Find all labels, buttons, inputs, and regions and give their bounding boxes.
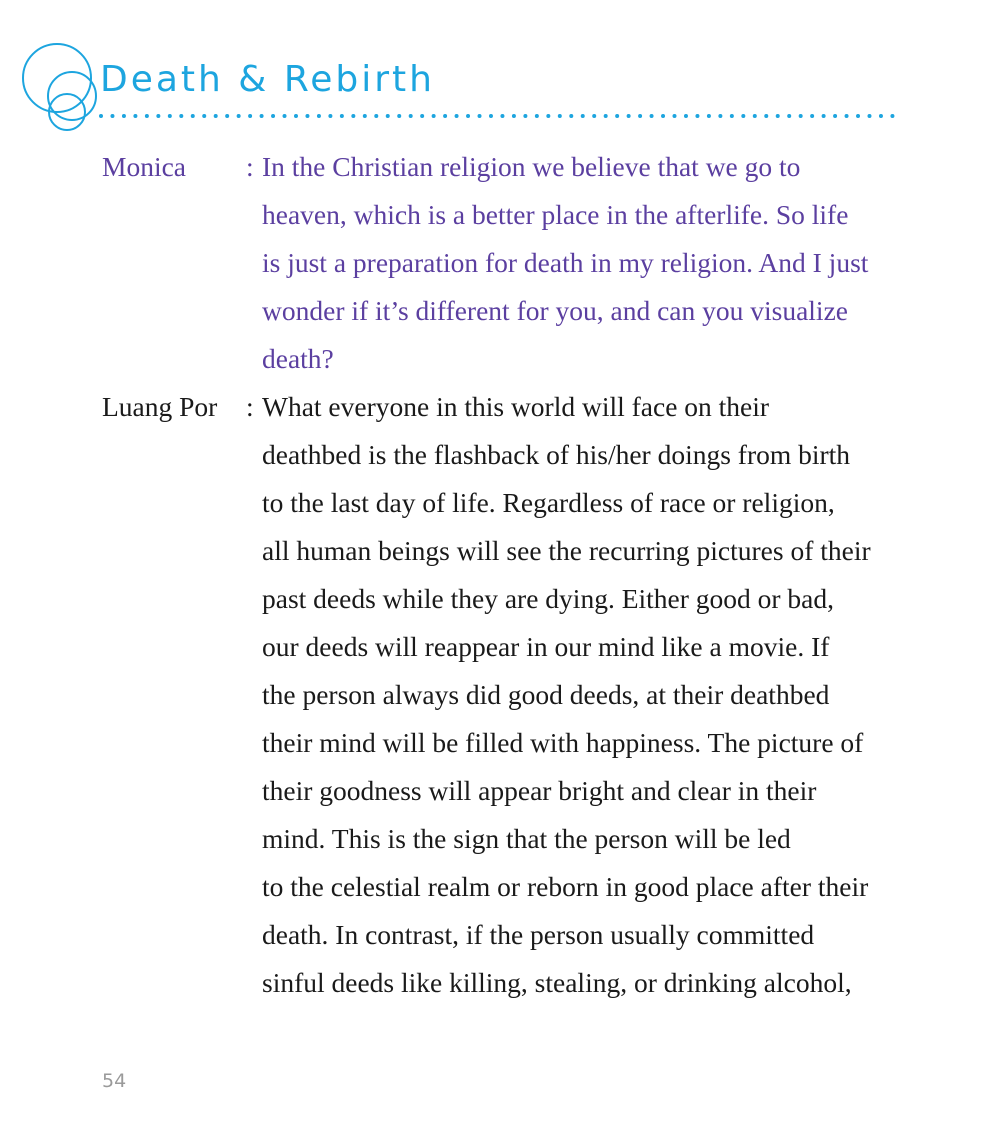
page-number: 54	[102, 1070, 127, 1092]
speaker-colon: :	[246, 391, 254, 422]
speech-line: deathbed is the flashback of his/her doings from birth	[262, 439, 851, 470]
dotted-divider	[98, 112, 898, 120]
speech-line: past deeds while they are dying. Either good or bad,	[262, 583, 834, 614]
speech-line: death. In contrast, if the person usually committed	[262, 919, 815, 950]
speech-line: the person always did good deeds, at their deathbed	[262, 679, 830, 710]
speech-line: is just a preparation for death in my religion. And I just	[262, 247, 869, 278]
speech-line: heaven, which is a better place in the afterlife. So life	[262, 199, 849, 230]
speech-text	[246, 143, 922, 383]
speaker-name: Monica	[102, 151, 187, 182]
speech-line: our deeds will reappear in our mind like a movie. If	[262, 631, 830, 662]
speaker-colon: :	[246, 151, 254, 182]
speech-line: wonder if it’s different for you, and can you visualize	[262, 295, 848, 326]
dialogue-entry-monica	[102, 143, 922, 383]
speech-line: their mind will be filled with happiness. The picture of	[262, 727, 864, 758]
speech-line: death?	[262, 343, 334, 374]
speech-line: all human beings will see the recurring pictures of their	[262, 535, 871, 566]
dialogue	[102, 143, 922, 1007]
speech-line: to the last day of life. Regardless of race or religion,	[262, 487, 835, 518]
speech-line: sinful deeds like killing, stealing, or drinking alcohol,	[262, 967, 852, 998]
chapter-title: Death & Rebirth	[100, 59, 435, 100]
speech-line: to the celestial realm or reborn in good place after their	[262, 871, 869, 902]
speaker-name: Luang Por	[102, 391, 218, 422]
speech-line: their goodness will appear bright and clear in their	[262, 775, 817, 806]
speech-line: mind. This is the sign that the person will be led	[262, 823, 791, 854]
speech-line: What everyone in this world will face on their	[262, 391, 770, 422]
dialogue-entry-luang-por	[102, 383, 922, 1007]
speech-text	[246, 383, 922, 1007]
speech-line: In the Christian religion we believe that we go to	[262, 151, 801, 182]
